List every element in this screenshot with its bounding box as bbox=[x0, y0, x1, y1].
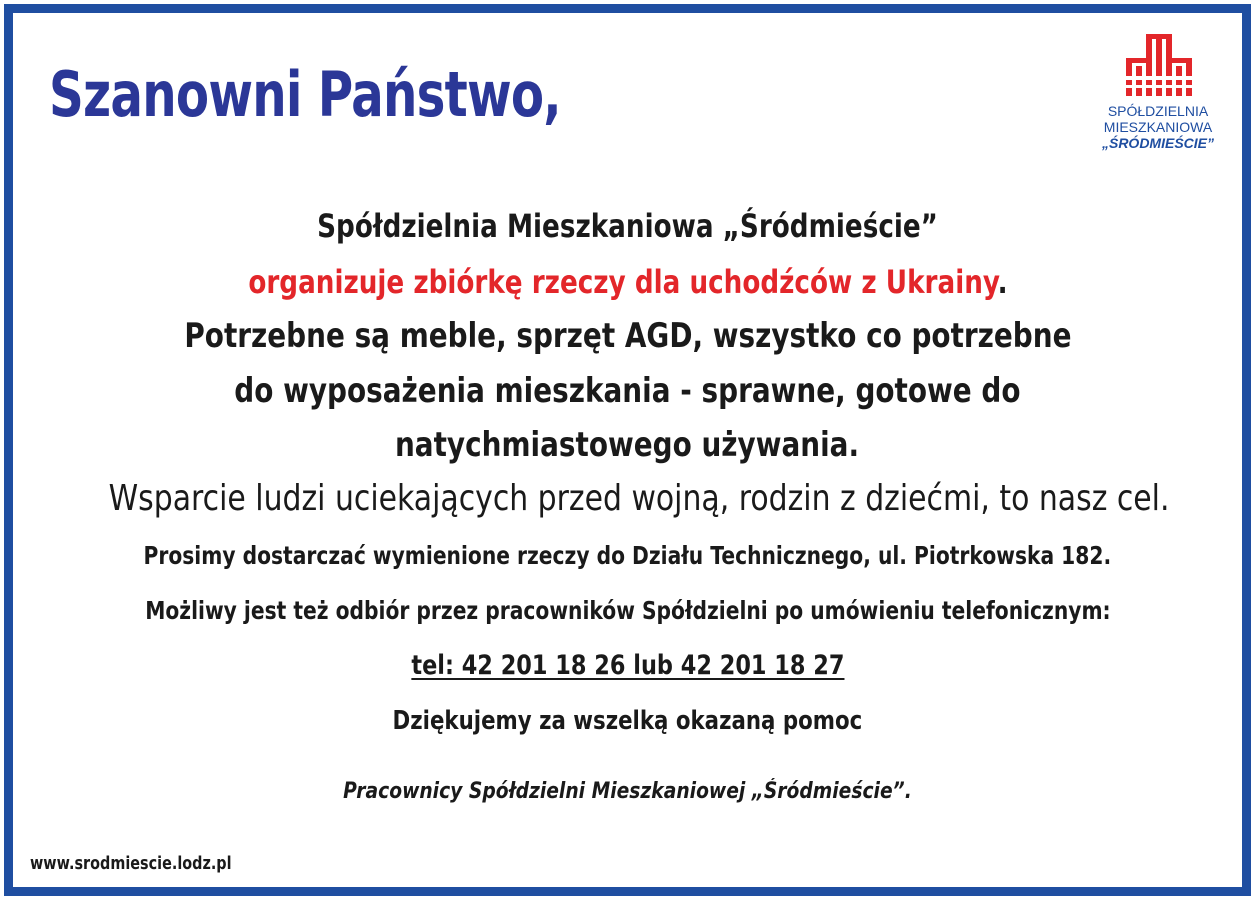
phone-numbers-text: tel: 42 201 18 26 lub 42 201 18 27 bbox=[410, 650, 845, 681]
website-url: www.srodmiescie.lodz.pl bbox=[30, 853, 232, 874]
delivery-instructions bbox=[0, 541, 1255, 570]
organization-name-text: Spółdzielnia Mieszkaniowa „Śródmieście” bbox=[317, 207, 938, 245]
signature-text: Pracownicy Spółdzielni Mieszkaniowej „Śródmieście”. bbox=[343, 779, 912, 804]
announcement-period: . bbox=[997, 263, 1008, 301]
greeting-heading: Szanowni Państwo, bbox=[49, 58, 561, 131]
signature-line bbox=[0, 779, 1255, 804]
mission-statement bbox=[0, 478, 1255, 519]
delivery-instructions-text: Prosimy dostarczać wymienione rzeczy do Działu Technicznego, ul. Piotrkowska 182. bbox=[143, 541, 1112, 570]
needs-line-3-text: natychmiastowego używania. bbox=[395, 425, 860, 465]
logo-text-line3: „ŚRÓDMIEŚCIE” bbox=[1101, 135, 1214, 151]
needs-line-3 bbox=[0, 425, 1255, 465]
needs-line-1-text: Potrzebne są meble, sprzęt AGD, wszystko co potrzebne bbox=[183, 316, 1072, 356]
organization-name bbox=[0, 207, 1255, 245]
thank-you-line bbox=[0, 706, 1255, 736]
mission-statement-text: Wsparcie ludzi uciekających przed wojną, rodzin z dziećmi, to nasz cel. bbox=[108, 478, 1170, 519]
phone-numbers bbox=[0, 650, 1255, 681]
needs-line-2-text: do wyposażenia mieszkania - sprawne, gotowe do bbox=[234, 371, 1021, 411]
thank-you-text: Dziękujemy za wszelką okazaną pomoc bbox=[392, 706, 863, 736]
logo-text-line2: MIESZKANIOWA bbox=[1103, 119, 1213, 135]
announcement-line bbox=[0, 263, 1255, 301]
announcement-highlight: organizuje zbiórkę rzeczy dla uchodźców z Ukrainy bbox=[247, 263, 998, 301]
announcement-wrapper bbox=[248, 263, 1007, 301]
pickup-instructions-text: Możliwy jest też odbiór przez pracowników Spółdzielni po umówieniu telefonicznym: bbox=[144, 596, 1111, 625]
pickup-instructions bbox=[0, 596, 1255, 625]
needs-line-1 bbox=[0, 316, 1255, 356]
needs-line-2 bbox=[0, 371, 1255, 411]
logo-text-line1: SPÓŁDZIELNIA bbox=[1107, 103, 1209, 119]
